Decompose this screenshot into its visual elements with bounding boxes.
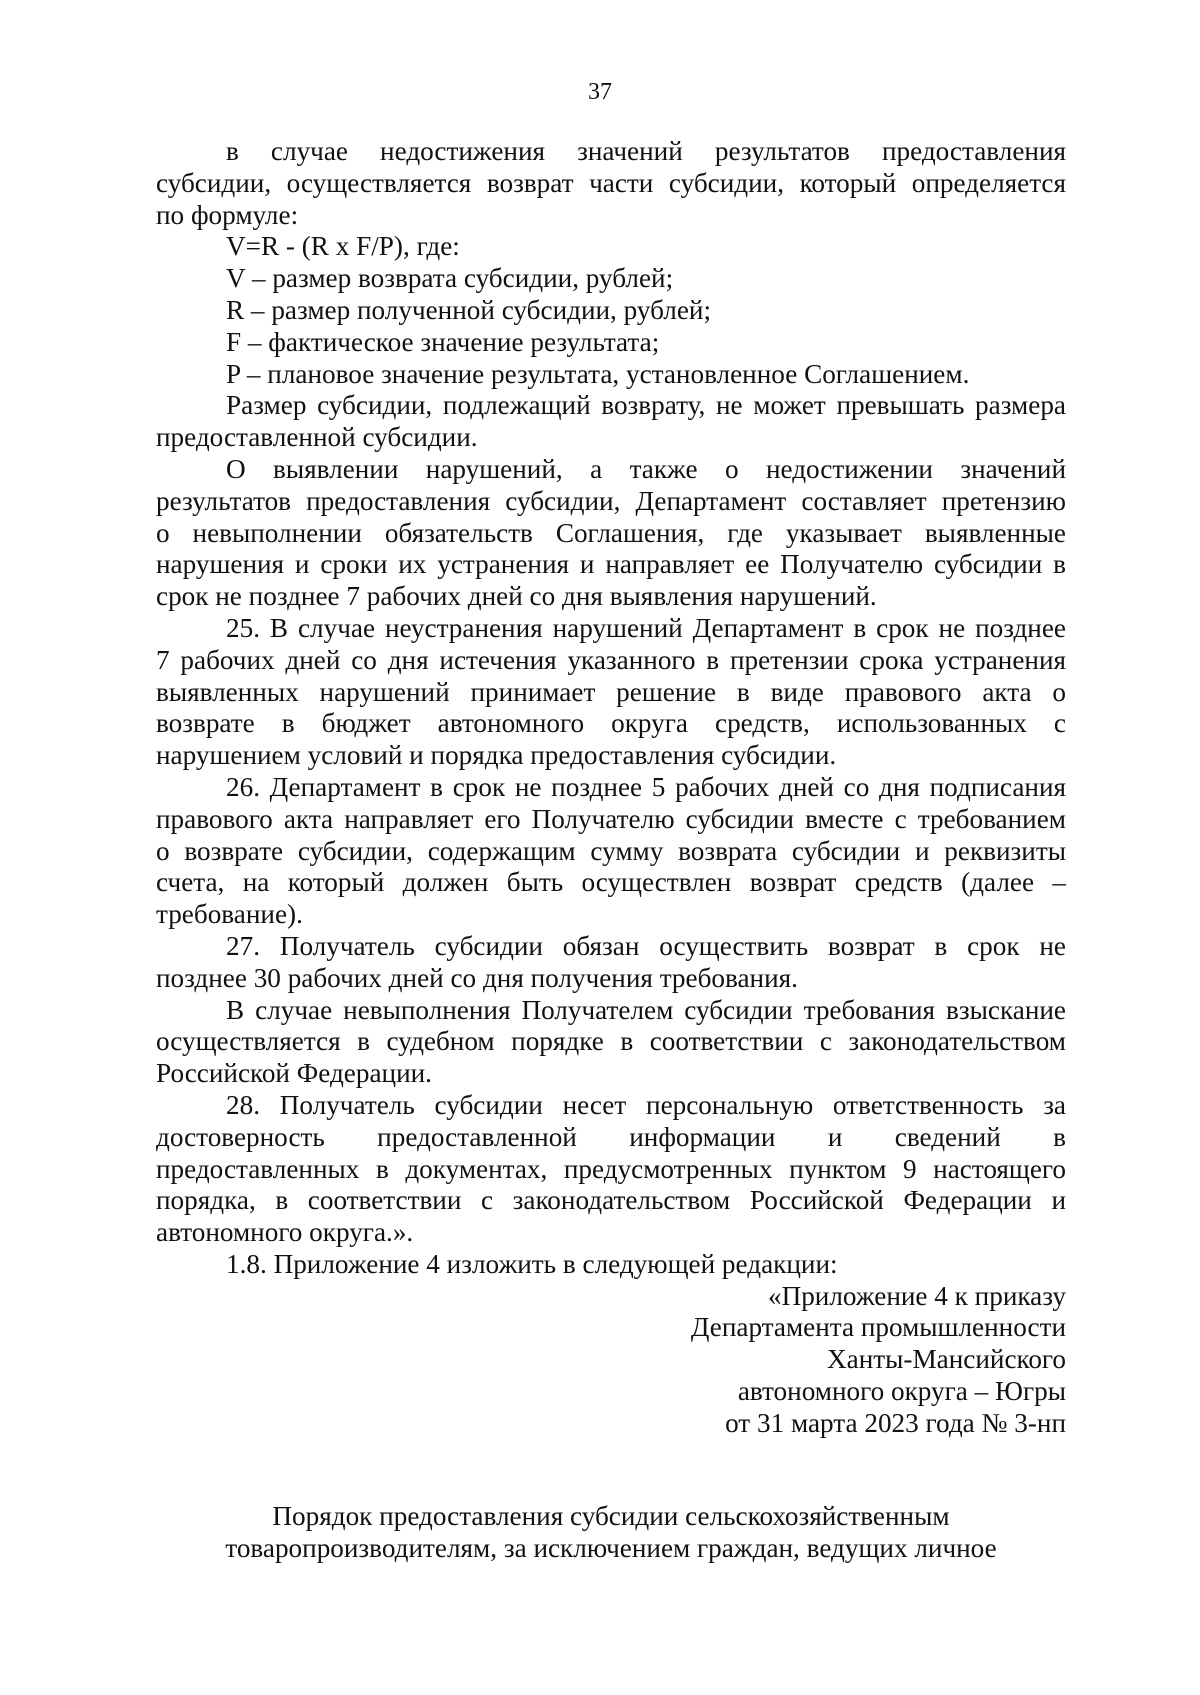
appendix-line: Департамента промышленности <box>690 1312 1066 1343</box>
text-line: в случае недостижения значений результатов предоставления <box>226 136 1066 166</box>
text-line: осуществляется в судебном порядке в соответствии с законодательством <box>156 1026 1066 1057</box>
text-line: 26. Департамент в срок не позднее 5 рабочих дней со дня подписания <box>226 771 1066 802</box>
formula-line: V=R - (R x F/P), где: <box>226 231 460 262</box>
paragraph-28 <box>156 1090 1066 1249</box>
paragraph-court-recovery <box>156 995 1066 1090</box>
paragraph-26 <box>156 772 1066 931</box>
paragraph-return-intro <box>156 136 1066 231</box>
text-line: автономного округа.». <box>156 1217 414 1248</box>
text-line: Размер субсидии, подлежащий возврату, не может превышать размера <box>226 390 1066 421</box>
text-line: 28. Получатель субсидии несет персональную ответственность за <box>226 1089 1066 1120</box>
text-line: правового акта направляет его Получателю субсидии вместе с требованием <box>156 803 1066 834</box>
amendment-1-8: 1.8. Приложение 4 изложить в следующей редакции: <box>226 1248 838 1279</box>
text-line: порядка, в соответствии с законодательством Российской Федерации и <box>156 1185 1066 1216</box>
text-line: о возврате субсидии, содержащим сумму возврата субсидии и реквизиты <box>156 835 1066 866</box>
appendix-reference-block <box>156 1281 1066 1440</box>
text-line: результатов предоставления субсидии, Департамент составляет претензию <box>156 485 1066 516</box>
text-line: О выявлении нарушений, а также о недостижении значений <box>226 453 1066 484</box>
text-line: субсидии, осуществляется возврат части субсидии, который определяется <box>156 167 1066 198</box>
section-title <box>156 1500 1066 1564</box>
text-line: 25. В случае неустранения нарушений Департамент в срок не позднее <box>226 612 1066 643</box>
appendix-line: автономного округа – Югры <box>737 1376 1066 1407</box>
section-title-line: Порядок предоставления субсидии сельскохозяйственным <box>272 1501 950 1531</box>
formula-line: R – размер полученной субсидии, рублей; <box>226 294 712 325</box>
text-line: счета, на который должен быть осуществлен возврат средств (далее – <box>156 867 1066 898</box>
paragraph-25 <box>156 613 1066 772</box>
formula-line: V – размер возврата субсидии, рублей; <box>226 263 674 294</box>
section-title-line: товаропроизводителям, за исключением граждан, ведущих личное <box>225 1533 997 1563</box>
document-body <box>156 136 1066 1440</box>
text-line: достоверность предоставленной информации и сведений в <box>156 1121 1066 1152</box>
formula-block <box>156 231 1066 390</box>
text-line: срок не позднее 7 рабочих дней со дня выявления нарушений. <box>156 581 877 612</box>
text-line: о невыполнении обязательств Соглашения, где указывает выявленные <box>156 517 1066 548</box>
text-line: позднее 30 рабочих дней со дня получения требования. <box>156 962 798 993</box>
text-line: нарушением условий и порядка предоставления субсидии. <box>156 740 837 771</box>
paragraph-27 <box>156 931 1066 995</box>
text-line: 27. Получатель субсидии обязан осуществить возврат в срок не <box>226 930 1066 961</box>
text-line: возврате в бюджет автономного округа средств, использованных с <box>156 708 1066 739</box>
appendix-line: Ханты-Мансийского <box>827 1344 1066 1375</box>
text-line: Российской Федерации. <box>156 1058 432 1089</box>
paragraph-return-limit <box>156 390 1066 454</box>
text-line: предоставленных в документах, предусмотренных пунктом 9 настоящего <box>156 1153 1066 1184</box>
appendix-line: от 31 марта 2023 года № 3-нп <box>725 1407 1066 1438</box>
appendix-line: «Приложение 4 к приказу <box>767 1280 1066 1311</box>
formula-line: P – плановое значение результата, установленное Соглашением. <box>226 358 970 389</box>
text-line: нарушения и сроки их устранения и направляет ее Получателю субсидии в <box>156 549 1066 580</box>
paragraph-violations <box>156 454 1066 613</box>
page-number: 37 <box>588 79 612 105</box>
text-line: 7 рабочих дней со дня истечения указанного в претензии срока устранения <box>156 644 1066 675</box>
formula-line: F – фактическое значение результата; <box>226 326 660 357</box>
text-line: предоставленной субсидии. <box>156 422 478 453</box>
text-line: требование). <box>156 899 303 930</box>
text-line: выявленных нарушений принимает решение в виде правового акта о <box>156 676 1066 707</box>
text-line: В случае невыполнения Получателем субсидии требования взыскание <box>226 994 1066 1025</box>
text-line: по формуле: <box>156 199 299 230</box>
